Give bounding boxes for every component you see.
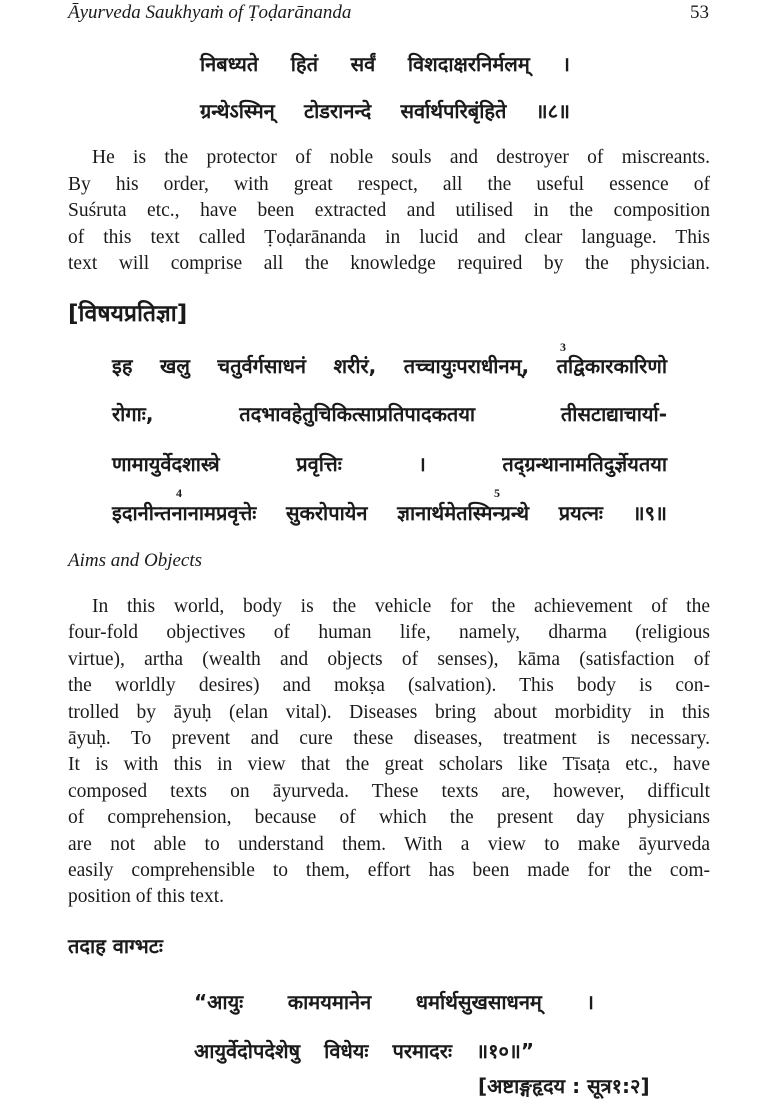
verse-8-line-1: निबध्यते हितं सर्वं विशदाक्षरनिर्मलम् । [200,52,570,76]
para-2-line: trolled by āyuḥ (elan vital). Diseases bring about morbidity in this [68,701,710,723]
quote-intro: तदाह वाग्भटः [68,934,163,958]
verse-9-line-3: णामायुर्वेदशास्त्रे प्रवृत्तिः । तद्ग्रन्थानामतिदुर्ज्ञेयतया [112,452,667,476]
verse-9-line-2: रोगाः, तदभावहेतुचिकित्साप्रतिपादकतया तीसटाद्याचार्या- [112,402,667,426]
para-2-line: are not able to understand them. With a view to make āyurveda [68,833,710,855]
para-1-line: of this text called Ṭoḍarānanda in lucid and clear language. This [68,226,710,248]
para-2-line: In this world, body is the vehicle for the achievement of the [92,596,710,617]
para-1-line: By his order, with great respect, all the useful essence of [68,173,710,195]
para-2-line: of comprehension, because of which the present day physicians [68,807,710,829]
para-2-line: position of this text. [68,886,224,908]
section-heading: [विषयप्रतिज्ञा] [68,301,188,327]
verse-9-line-4: इदानीन्तनानामप्रवृत्तेः सुकरोपायेन ज्ञानार्थमेतस्मिन्ग्रन्थे प्रयत्नः ॥९॥ [112,501,667,525]
footnote-mark-4: 4 [176,486,182,500]
para-1-line: text will comprise all the knowledge required by the physician. [68,253,710,274]
para-2-line: It is with this in view that the great scholars like Tīsaṭa etc., have [68,754,710,776]
para-1-line: Suśruta etc., have been extracted and utilised in the composition [68,200,710,221]
running-title: Āyurveda Saukhyaṁ of Ṭoḍarānanda [68,2,352,23]
citation: [अष्टाङ्गहृदय : सूत्र१:२] [478,1074,650,1098]
para-1-line: He is the protector of noble souls and destroyer of miscreants. [92,147,710,168]
verse-9-line-1: इह खलु चतुर्वर्गसाधनं शरीरं, तच्चायुःपराधीनम्, तद्विकारकारिणो [112,354,667,378]
verse-10-line-2: आयुर्वेदोपदेशेषु विधेयः परमादरः ॥१०॥” [194,1039,534,1063]
verse-8-line-2: ग्रन्थेऽस्मिन् टोडरानन्दे सर्वार्थपरिबृंहिते ॥८॥ [200,99,570,123]
para-2-line: four-fold objectives of human life, namely, dharma (religious [68,622,710,644]
page-number: 53 [690,2,709,23]
para-2-line: the worldly desires) and mokṣa (salvation). This body is con- [68,675,710,697]
para-2-line: composed texts on āyurveda. These texts are, however, difficult [68,780,710,802]
footnote-mark-3: 3 [560,340,566,354]
verse-10-line-1: “आयुः कामयमानेन धर्मार्थसुखसाधनम् । [194,990,594,1014]
para-2-line: virtue), artha (wealth and objects of senses), kāma (satisfaction of [68,648,710,670]
para-2-line: easily comprehensible to them, effort has been made for the com- [68,860,710,881]
footnote-mark-5: 5 [494,486,500,500]
para-2-line: āyuḥ. To prevent and cure these diseases, treatment is necessary. [68,728,710,749]
subheading-aims-and-objects: Aims and Objects [68,550,203,571]
